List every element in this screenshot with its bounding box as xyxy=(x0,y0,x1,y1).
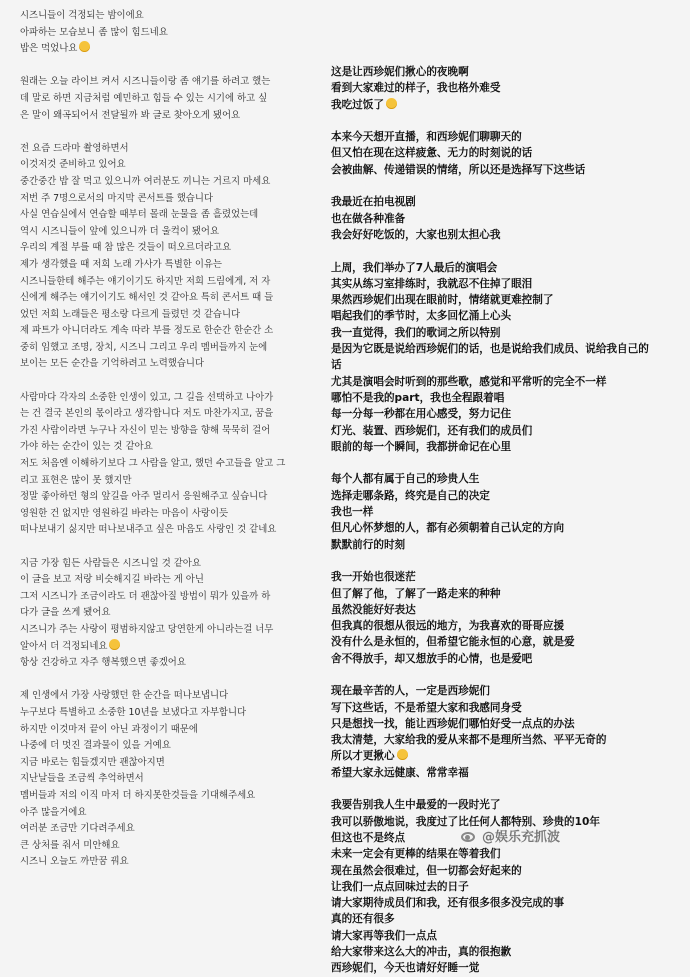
paragraph xyxy=(20,556,305,672)
text-line: 우리의 계절 부를 때 참 많은 것들이 떠오르더라고요 xyxy=(20,242,232,254)
paragraph xyxy=(331,64,681,113)
text-line: 但又怕在现在这样疲惫、无力的时刻说的话 xyxy=(331,147,533,160)
paragraph xyxy=(331,260,681,456)
text-line: 哪怕不是我的part，我也全程跟着唱 xyxy=(331,391,505,404)
text-line: 希望大家永远健康、常常幸福 xyxy=(331,766,469,779)
smiley-emoji-icon xyxy=(397,749,408,760)
text-line: 果然西珍妮们出现在眼前时，情绪就更难控制了 xyxy=(331,294,554,307)
text-line: 我也一样 xyxy=(331,506,374,519)
text-line: 但我真的很想从很远的地方，为我喜欢的哥哥应援 xyxy=(331,620,565,633)
text-line: 只是想找一找，能让西珍妮们哪怕好受一点点的办法 xyxy=(331,717,575,730)
text-line: 我要告别我人生中最爱的一段时光了 xyxy=(331,799,501,812)
text-line: 虽然没能好好表达 xyxy=(331,603,416,616)
watermark xyxy=(460,826,560,845)
paragraph xyxy=(331,471,681,552)
text-line: 每一分每一秒都在用心感受，努力记住 xyxy=(331,408,512,421)
text-line: 所以才更揪心 xyxy=(331,748,681,764)
text-line: 지금 바로는 힘들겠지만 괜찮아지면 xyxy=(20,756,165,768)
text-line: 시즈니가 주는 사랑이 평범하지않고 당연한게 아니라는걸 너무 xyxy=(20,623,274,635)
text-line: 가진 사람이라면 누구나 자신이 믿는 방향을 향해 묵묵히 걸어 xyxy=(20,424,271,436)
text-line: 시즈니들이 걱정되는 밤이에요 xyxy=(20,10,144,21)
paragraph-gap xyxy=(331,178,681,194)
smiley-emoji-icon xyxy=(79,41,90,52)
paragraph-gap xyxy=(20,58,305,75)
text-line: 이 글을 보고 저랑 비슷해지길 바라는 게 아닌 xyxy=(20,574,204,586)
text-line: 看到大家难过的样子，我也格外难受 xyxy=(331,82,501,95)
text-line: 舍不得放手，却又想放手的心情，也是爱吧 xyxy=(331,652,533,665)
paragraph-gap xyxy=(20,672,305,689)
paragraph xyxy=(331,129,681,178)
text-line: 저도 처음엔 이해하기보다 그 사람을 알고, 했던 수고들을 알고 그 xyxy=(20,458,286,470)
text-line: 역시 시즈니들이 앞에 있으니까 더 울컥이 됐어요 xyxy=(20,225,220,237)
text-line: 是因为它既是说给西珍妮们的话，也是说给我们成员、说给我自己的 xyxy=(331,343,649,356)
text-line: 밥은 먹었나요 xyxy=(20,41,305,58)
watermark-text: @娱乐充抓波 xyxy=(482,830,561,845)
text-line: 제 파트가 아니더라도 계속 따라 부를 정도로 한순간 한순간 소 xyxy=(20,325,274,337)
text-line: 데 말로 하면 지금처럼 예민하고 힘들 수 있는 시기에 하고 싶 xyxy=(20,92,268,104)
text-line: 没有什么是永恒的，但希望它能永恒的心意，就是爱 xyxy=(331,636,575,649)
text-line: 영원한 건 없지만 영원하길 바라는 마음이 사랑이듯 xyxy=(20,507,229,519)
text-line: 但凡心怀梦想的人，都有必须朝着自己认定的方向 xyxy=(331,522,565,535)
text-line: 이것저것 준비하고 있어요 xyxy=(20,159,126,171)
paragraph xyxy=(331,683,681,781)
text-line: 중간중간 밥 잘 먹고 있으니까 여러분도 끼니는 거르지 마세요 xyxy=(20,175,271,187)
text-line: 는 건 결국 본인의 몫이라고 생각합니다 저도 마찬가지고, 꿈을 xyxy=(20,408,274,420)
text-line: 리고 표현은 많이 못 했지만 xyxy=(20,474,132,486)
text-line: 아주 많을거에요 xyxy=(20,806,87,818)
text-line: 请大家再等我们一点点 xyxy=(331,929,437,942)
text-line: 每个人都有属于自己的珍贵人生 xyxy=(331,473,480,486)
text-line: 让我们一点点回味过去的日子 xyxy=(331,880,469,893)
text-line: 제가 생각했을 때 저희 노래 가사가 특별한 이유는 xyxy=(20,258,222,270)
text-line: 아파하는 모습보니 좀 많이 힘드네요 xyxy=(20,26,168,38)
text-line: 眼前的每一个瞬间，我都拼命记在心里 xyxy=(331,440,512,453)
text-line: 시즈니들한테 해주는 얘기이기도 하지만 저희 드림에게, 저 자 xyxy=(20,275,271,287)
text-line: 항상 건강하고 자주 행복했으면 좋겠어요 xyxy=(20,657,186,669)
korean-text-column xyxy=(20,0,305,871)
paragraph xyxy=(20,390,305,539)
text-line: 었던 저희 노래들은 평소랑 다르게 들렸던 것 같습니다 xyxy=(20,308,241,320)
text-line: 尤其是演唱会时听到的那些歌，感觉和平常听的完全不一样 xyxy=(331,375,607,388)
text-line: 나중에 더 멋진 결과물이 있을 거예요 xyxy=(20,740,171,752)
text-line: 请大家期待成员们和我，还有很多很多没完成的事 xyxy=(331,897,565,910)
text-line: 하지만 이것마저 끝이 아닌 과정이기 때문에 xyxy=(20,723,198,735)
text-line: 사람마다 각자의 소중한 인생이 있고, 그 길을 선택하고 나아가 xyxy=(20,391,274,403)
text-line: 真的还有很多 xyxy=(331,913,395,926)
text-line: 写下这些话，不是希望大家和我感同身受 xyxy=(331,701,522,714)
paragraph xyxy=(20,141,305,373)
text-line: 灯光、装置、西珍妮们，还有我们的成员们 xyxy=(331,424,533,437)
text-line: 我最近在拍电视剧 xyxy=(331,196,416,209)
text-line: 멤버들과 저의 이직 마저 더 하지못한것들을 기대해주세요 xyxy=(20,789,256,801)
text-line: 저번 주 7명으로서의 마지막 콘서트를 했습니다 xyxy=(20,192,213,204)
paragraph-gap xyxy=(331,113,681,129)
text-line: 알아서 더 걱정되네요 xyxy=(20,639,305,656)
text-line: 중히 임했고 조명, 장치, 시즈니 그리고 우리 멤버들까지 눈에 xyxy=(20,341,268,353)
text-line: 보이는 모든 순간을 기억하려고 노력했습니다 xyxy=(20,358,204,370)
paragraph-gap xyxy=(331,553,681,569)
text-line: 我会好好吃饭的，大家也别太担心我 xyxy=(331,228,501,241)
text-line: 给大家带来这么大的冲击，真的很抱歉 xyxy=(331,946,512,959)
text-line: 现在最辛苦的人，一定是西珍妮们 xyxy=(331,685,490,698)
text-line: 我一直觉得，我们的歌词之所以特别 xyxy=(331,326,501,339)
text-line: 제 인생에서 가장 사랑했던 한 순간을 떠나보냅니다 xyxy=(20,690,229,702)
text-line: 은 말이 왜곡되어서 전달될까 봐 글로 찾아오게 됐어요 xyxy=(20,109,241,121)
text-line: 默默前行的时刻 xyxy=(331,538,406,551)
text-line: 떠나보내기 싫지만 떠나보내주고 싶은 마음도 사랑인 것 같네요 xyxy=(20,524,277,536)
text-line: 신에게 해주는 얘기이기도 해서인 것 같아요 특히 콘서트 때 들 xyxy=(20,292,274,304)
text-line: 话 xyxy=(331,359,342,372)
text-line: 다가 글을 쓰게 됐어요 xyxy=(20,607,111,619)
text-line: 지난날들을 조금씩 추억하면서 xyxy=(20,773,144,785)
paragraph xyxy=(331,194,681,243)
text-line: 我可以骄傲地说，我度过了比任何人都特别、珍贵的10年 xyxy=(331,815,600,828)
text-line: 会被曲解、传递错误的情绪，所以还是选择写下这些话 xyxy=(331,163,586,176)
text-line: 큰 상처를 줘서 미안해요 xyxy=(20,839,120,851)
paragraph xyxy=(20,8,305,58)
text-line: 也在做各种准备 xyxy=(331,212,406,225)
paragraph xyxy=(331,569,681,667)
paragraph-gap xyxy=(20,124,305,141)
paragraph xyxy=(20,688,305,871)
text-line: 누구보다 특별하고 소중한 10년을 보냈다고 자부합니다 xyxy=(20,706,247,718)
text-line: 我一开始也很迷茫 xyxy=(331,571,416,584)
weibo-logo-icon xyxy=(460,829,478,843)
text-line: 未来一定会有更棒的结果在等着我们 xyxy=(331,848,501,861)
text-line: 这是让西珍妮们揪心的夜晚啊 xyxy=(331,66,469,78)
paragraph-gap xyxy=(20,539,305,556)
text-line: 지금 가장 힘든 사람들은 시즈니일 것 같아요 xyxy=(20,557,201,569)
text-line: 但了解了他，了解了一路走来的种种 xyxy=(331,587,501,600)
paragraph xyxy=(20,74,305,124)
paragraph-gap xyxy=(331,781,681,797)
text-line: 我吃过饭了 xyxy=(331,97,681,113)
paragraph-gap xyxy=(331,243,681,259)
text-line: 시즈니 오늘도 까만꿈 꿔요 xyxy=(20,856,129,868)
text-line: 원래는 오늘 라이브 켜서 시즈니들이랑 좀 얘기를 하려고 했는 xyxy=(20,76,271,88)
text-line: 上周，我们举办了7人最后的演唱会 xyxy=(331,261,498,274)
text-line: 现在虽然会很难过，但一切都会好起来的 xyxy=(331,864,522,877)
text-line: 但这也不是终点 xyxy=(331,831,406,844)
text-line: 사실 연습실에서 연습할 때부터 몰래 눈물을 좀 흘렸었는데 xyxy=(20,209,259,221)
text-line: 其实从练习室排练时，我就忍不住掉了眼泪 xyxy=(331,277,533,290)
text-line: 여러분 조금만 기다려주세요 xyxy=(20,823,135,835)
text-line: 选择走哪条路，终究是自己的决定 xyxy=(331,489,490,502)
text-line: 本来今天想开直播，和西珍妮们聊聊天的 xyxy=(331,131,522,144)
smiley-emoji-icon xyxy=(109,639,120,650)
smiley-emoji-icon xyxy=(386,98,397,109)
text-line: 그저 시즈니가 조금이라도 더 괜찮아질 방법이 뭐가 있을까 하 xyxy=(20,590,271,602)
text-line: 전 요즘 드라마 촬영하면서 xyxy=(20,142,129,154)
paragraph-gap xyxy=(331,667,681,683)
text-line: 唱起我们的季节时，太多回忆涌上心头 xyxy=(331,310,512,323)
paragraph-gap xyxy=(20,373,305,390)
paragraph xyxy=(331,797,681,976)
paragraph-gap xyxy=(331,455,681,471)
text-line: 西珍妮们，今天也请好好睡一觉 xyxy=(331,962,480,975)
text-line: 정말 좋아하던 형의 앞길을 아주 멀리서 응원해주고 싶습니다 xyxy=(20,491,268,503)
text-line: 我太清楚，大家给我的爱从来都不是理所当然、平平无奇的 xyxy=(331,734,607,747)
text-line: 가야 하는 순간이 있는 것 같아요 xyxy=(20,441,153,453)
